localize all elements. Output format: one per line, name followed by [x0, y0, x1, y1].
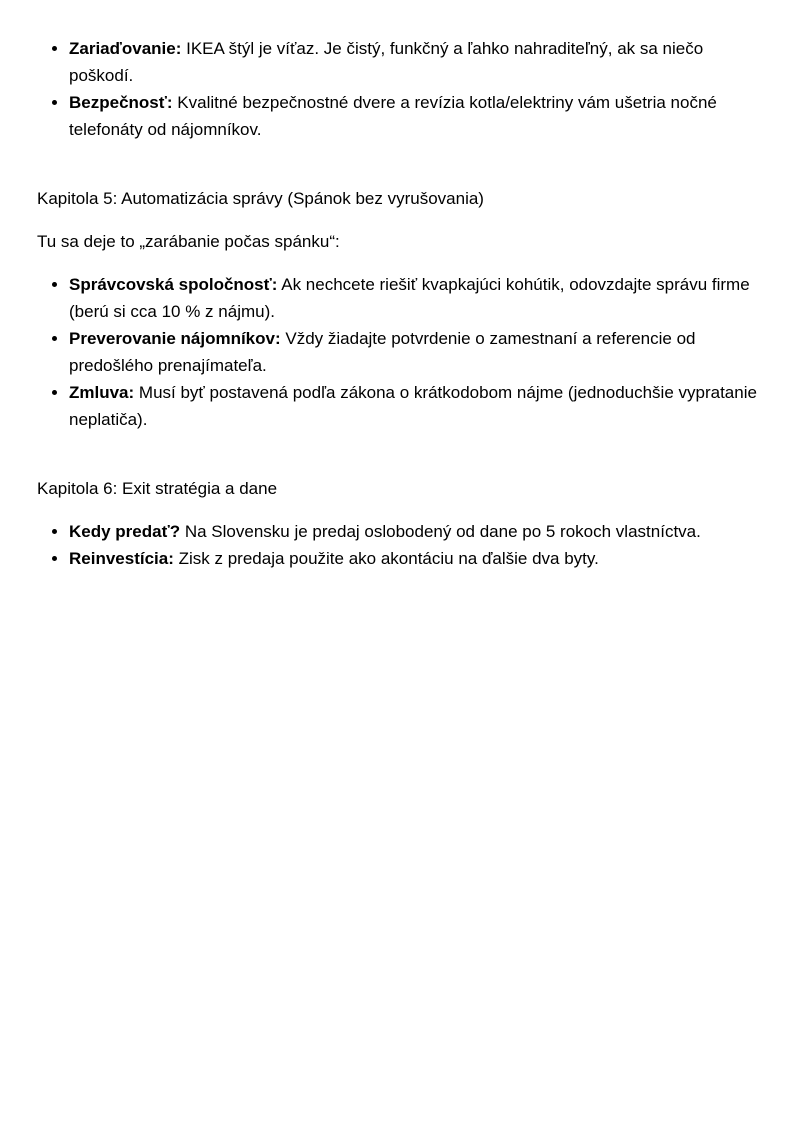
list-item — [69, 545, 763, 572]
list-item-lead: Reinvestícia: — [69, 549, 174, 568]
list-item-lead: Preverovanie nájomníkov: — [69, 329, 281, 348]
list-item — [69, 89, 763, 143]
list-item-lead: Správcovská spoločnosť: — [69, 275, 278, 294]
list-item — [69, 35, 763, 89]
bullet-list — [37, 35, 763, 143]
chapter-heading: Kapitola 6: Exit stratégia a dane — [37, 479, 278, 498]
list-item-text: Zisk z predaja použite ako akontáciu na ďalšie dva byty. — [173, 549, 599, 568]
list-item-text: Na Slovensku je predaj oslobodený od dane po 5 rokoch vlastníctva. — [180, 522, 701, 541]
paragraph: Tu sa deje to „zarábanie počas spánku“: — [37, 232, 340, 251]
list-item-text: Vždy žiadajte potvrdenie o zamestnaní a referencie od predošlého prenajímateľa. — [69, 329, 696, 375]
list-item-lead: Zmluva: — [69, 383, 135, 402]
list-item-text: IKEA štýl je víťaz. Je čistý, funkčný a ľahko nahraditeľný, ak sa niečo poškodí. — [69, 39, 704, 85]
list-item-lead: Zariaďovanie: — [69, 39, 182, 58]
list-item — [69, 271, 763, 325]
list-item — [69, 325, 763, 379]
bullet-list — [37, 518, 763, 572]
list-item-text: Kvalitné bezpečnostné dvere a revízia kotla/elektriny vám ušetria nočné telefonáty od nájomníkov. — [69, 93, 717, 139]
chapter-heading: Kapitola 5: Automatizácia správy (Spánok bez vyrušovania) — [37, 189, 484, 208]
list-item-lead: Bezpečnosť: — [69, 93, 173, 112]
list-item-text: Musí byť postavená podľa zákona o krátkodobom nájme (jednoduchšie vypratanie neplatiča). — [69, 383, 757, 429]
list-item-text: Ak nechcete riešiť kvapkajúci kohútik, odovzdajte správu firme (berú si cca 10 % z nájmu). — [69, 275, 750, 321]
list-item — [69, 379, 763, 433]
bullet-list — [37, 271, 763, 433]
list-item-lead: Kedy predať? — [69, 522, 181, 541]
list-item — [69, 518, 763, 545]
